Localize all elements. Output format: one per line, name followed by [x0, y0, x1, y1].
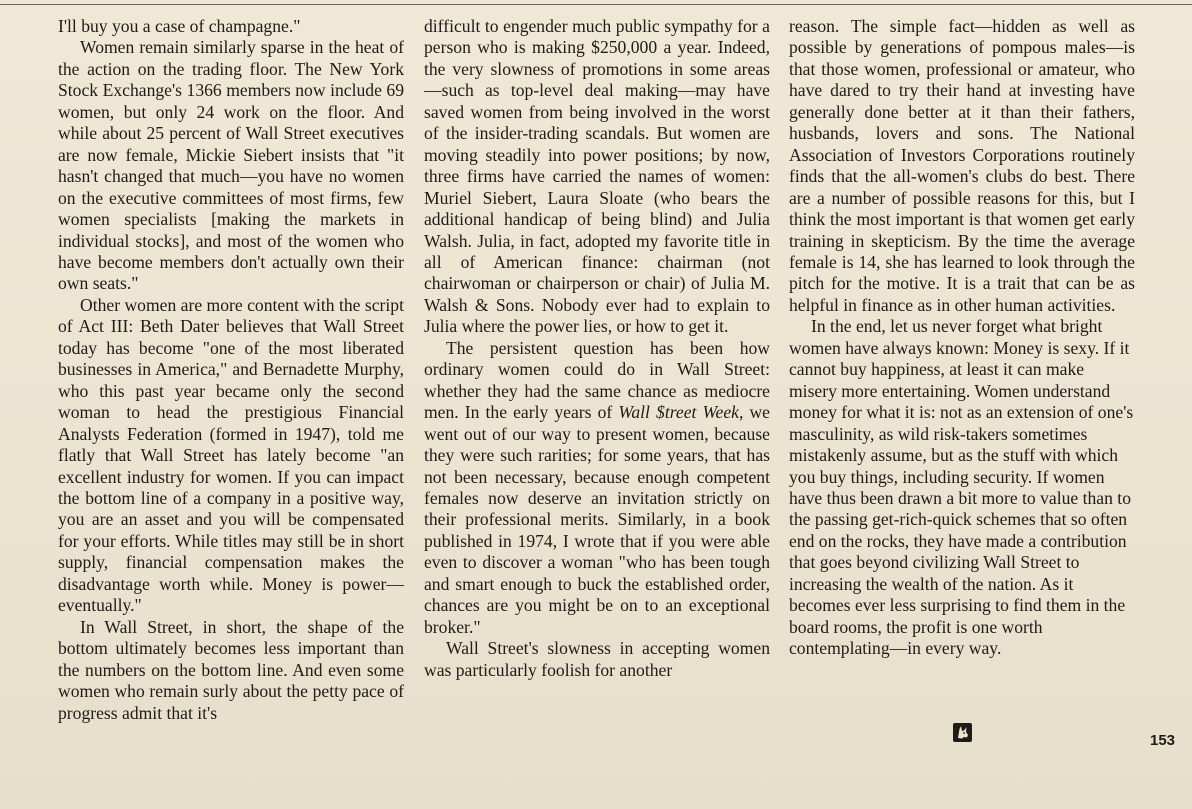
paragraph: difficult to engender much public sympathy for a person who is making $250,000 a year. Indeed, the very slowness of promotions in some areas—such as top-level deal making—may have saved women from being involved in the worst of the insider-trading scandals. But women are moving steadily into power positions; by now, three firms have carried the names of women: Muriel Siebert, Laura Sloate (who bears the additional handicap of being blind) and Julia Walsh. Julia, in fact, adopted my favorite title in all of American finance: chairman (not chairwoman or chairperson or chair) of Julia M. Walsh & Sons. Nobody ever had to explain to Julia where the power lies, or how to get it. — [424, 16, 770, 337]
paragraph: Other women are more content with the script of Act III: Beth Dater believes that Wall Street today has become "one of the most liberated businesses in America," and Bernadette Murphy, who this past year became only the second woman to head the prestigious Financial Analysts Federation (formed in 1947), told me flatly that Wall Street has lately become "an excellent industry for women. If you can impact the bottom line of a company in a positive way, you are an asset and you will be compensated for your efforts. While titles may still be in short supply, financial compensation makes the disadvantage worth while. Money is power—eventually." — [58, 294, 404, 616]
paragraph-text: we went out of our way to present women, because they were such rarities; for some years, that has not been necessary, because enough competent females now deserve an invitation strictly on their professional merits. Similarly, in a book published in 1974, I wrote that if you were able even to discover a woman "who has been tough and smart enough to buck the established order, chances are you might be on to an exceptional broker." — [424, 402, 770, 637]
paragraph — [424, 338, 770, 638]
rabbit-head-icon — [953, 723, 972, 742]
paragraph: I'll buy you a case of champagne." — [58, 16, 301, 36]
page-number: 153 — [1150, 732, 1176, 749]
text-column-3 — [789, 16, 1135, 660]
paragraph: Wall Street's slowness in accepting women was particularly foolish for another — [424, 638, 770, 680]
top-rule — [0, 4, 1192, 5]
paragraph: Women remain similarly sparse in the heat of the action on the trading floor. The New York Stock Exchange's 1366 members now include 69 women, but only 24 work on the floor. And while about 25 percent of Wall Street executives are now female, Mickie Siebert insists that "it hasn't changed that much—you have no women on the executive committees of most firms, few women specialists [making the markets in individual stocks], and most of the women who have become members don't actually own their own seats." — [58, 37, 404, 294]
paragraph: In the end, let us never forget what bright women have always known: Money is sexy. If it cannot buy happiness, at least it can make misery more entertaining. Women understand money for what it is: not as an extension of one's masculinity, as wild risk-takers sometimes mistakenly assume, but as the stuff with which you buy things, including security. If women have thus been drawn a bit more to value than to the passing get-rich-quick schemes that so often end on the rocks, they have made a contribution that goes beyond civilizing Wall Street to increasing the wealth of the nation. As it becomes ever less surprising to find them in the board rooms, the profit is one worth contemplating—in every way. — [789, 316, 1134, 659]
text-column-1 — [58, 16, 404, 724]
paragraph-text: The persistent question has been how ordinary women could do in Wall Street: whether they had the same chance as mediocre men. In the early years of — [424, 337, 770, 423]
paragraph: reason. The simple fact—hidden as well as possible by generations of pompous males—is that those women, professional or amateur, who have dared to try their hand at investing have generally done better at it than their fathers, husbands, lovers and sons. The National Association of Investors Corporations routinely finds that the all-women's clubs do best. There are a number of possible reasons for this, but I think the most important is that women get early training in skepticism. By the time the average female is 14, she has learned to look through the pitch for the motive. It is a trait that can be as helpful in finance as in other human activities. — [789, 16, 1135, 315]
show-title: Wall $treet Week, — [618, 402, 744, 423]
text-column-2 — [424, 16, 770, 681]
paragraph: In Wall Street, in short, the shape of the bottom ultimately becomes less important than the numbers on the bottom line. And even some women who remain surly about the petty pace of progress admit that it's — [58, 616, 404, 723]
